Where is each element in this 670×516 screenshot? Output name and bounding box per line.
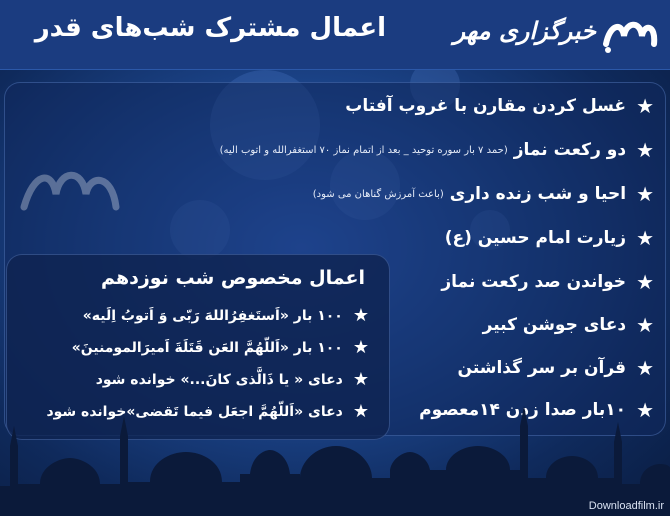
logo-text: خبرگزاری مهر	[453, 16, 596, 45]
header-bar	[0, 0, 670, 70]
list-item: ★ زیارت امام حسین (ع)	[444, 226, 654, 250]
star-icon: ★	[636, 226, 654, 250]
mehr-news-logo	[453, 10, 660, 60]
list-item: ★ ۱۰بار صدا زدن ۱۴معصوم	[419, 398, 654, 422]
watermark-logo-icon	[16, 152, 126, 232]
list-item: ★ دو رکعت نماز (حمد ۷ بار سوره توحید _ بعد از اتمام نماز ۷۰ استغفرالله و اتوب الیه)	[219, 138, 654, 162]
star-icon: ★	[352, 305, 369, 326]
list-item: ★ قرآن بر سر گذاشتن	[457, 356, 654, 380]
page-title: اعمال مشترک شب‌های قدر	[34, 13, 386, 43]
star-icon: ★	[352, 337, 369, 358]
star-icon: ★	[352, 369, 369, 390]
site-url: Downloadfilm.ir	[588, 500, 664, 512]
mosque-skyline	[0, 366, 670, 516]
list-item: ★ خواندن صد رکعت نماز	[441, 270, 654, 294]
list-item: ★ ۱۰۰ بار «اَللّهُمَّ العَن قَتَلَةَ اَمیرَالمومنینَ»	[71, 337, 369, 358]
star-icon: ★	[636, 182, 654, 206]
star-icon: ★	[636, 138, 654, 162]
list-item: ★ دعای «اَللّهُمَّ اجعَل فیما تَقضی»خوانده شود	[46, 401, 369, 422]
star-icon: ★	[352, 401, 369, 422]
list-item: ★ دعای « یا ذَالَّذی کانَ...» خوانده شود	[95, 369, 369, 390]
special-title: اعمال مخصوص شب نوزدهم	[101, 267, 365, 289]
star-icon: ★	[636, 398, 654, 422]
mehr-logo-icon	[600, 14, 660, 56]
list-item: ★ ۱۰۰ بار «اَستَغفِرُاللهَ رَبّی وَ اَتوبُ اِلَیه»	[82, 305, 369, 326]
star-icon: ★	[636, 270, 654, 294]
list-item: ★ غسل کردن مقارن با غروب آفتاب	[345, 94, 654, 118]
list-item: ★ دعای جوشن کبیر	[482, 313, 654, 337]
star-icon: ★	[636, 356, 654, 380]
list-item: ★ احیا و شب زنده داری (باعث آمرزش گناهان می شود)	[312, 182, 654, 206]
star-icon: ★	[636, 313, 654, 337]
star-icon: ★	[636, 94, 654, 118]
